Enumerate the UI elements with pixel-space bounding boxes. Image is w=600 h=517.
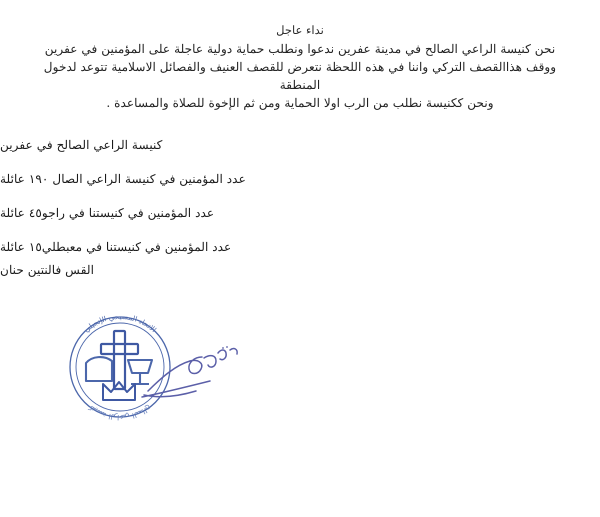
stat-line-rajo	[0, 204, 521, 222]
pastor-name-line	[0, 261, 177, 279]
seal-ring-top-text: الاتحاد المسيحي الإنجيلي	[81, 311, 159, 335]
crown-icon	[103, 382, 135, 400]
seal-ring-bottom-text: كنيسة الراعي الصالح	[86, 403, 154, 423]
body-line-4: ونحن ككنيسة نطلب من الرب اولا الحماية ومن ثم الإخوة للصلاة والمساعدة .	[106, 96, 494, 110]
pastor-name-text: القس فالنتين حنان	[0, 263, 94, 277]
body-line-3: المنطقة	[279, 78, 321, 92]
appeal-body-paragraph	[24, 40, 576, 112]
stat-text-maabatli: عدد المؤمنين في كنيستنا في معبطلي١٥ عائلة	[0, 240, 232, 254]
church-seal-stamp	[58, 305, 288, 430]
church-name-text: كنيسة الراعي الصالح في عفرين	[0, 138, 163, 152]
handwritten-signature	[142, 346, 237, 397]
body-line-2: ووقف هذاالقصف التركي واننا في هذه اللحظة نتعرض للقصف العنيف والفصائل الاسلامية تتوعد لدخول	[43, 60, 557, 74]
page-title: نداء عاجل	[276, 23, 324, 37]
stat-text-rajo: عدد المؤمنين في كنيستنا في راجو٤٥ عائلة	[0, 206, 215, 220]
chalice-icon	[128, 360, 152, 384]
stat-line-maabatli	[0, 238, 521, 256]
seal-graphic	[58, 305, 288, 430]
body-line-1: نحن كنيسة الراعي الصالح في مدينة عفرين ندعوا ونطلب حماية دولية عاجلة على المؤمنين في عفرين	[44, 42, 556, 56]
stat-text-afrin: عدد المؤمنين في كنيسة الراعي الصال ١٩٠ عائلة	[0, 172, 246, 186]
stat-line-afrin	[0, 170, 521, 188]
church-name-line	[0, 136, 232, 154]
open-book-icon	[86, 357, 112, 381]
congregation-statistics	[0, 170, 521, 272]
